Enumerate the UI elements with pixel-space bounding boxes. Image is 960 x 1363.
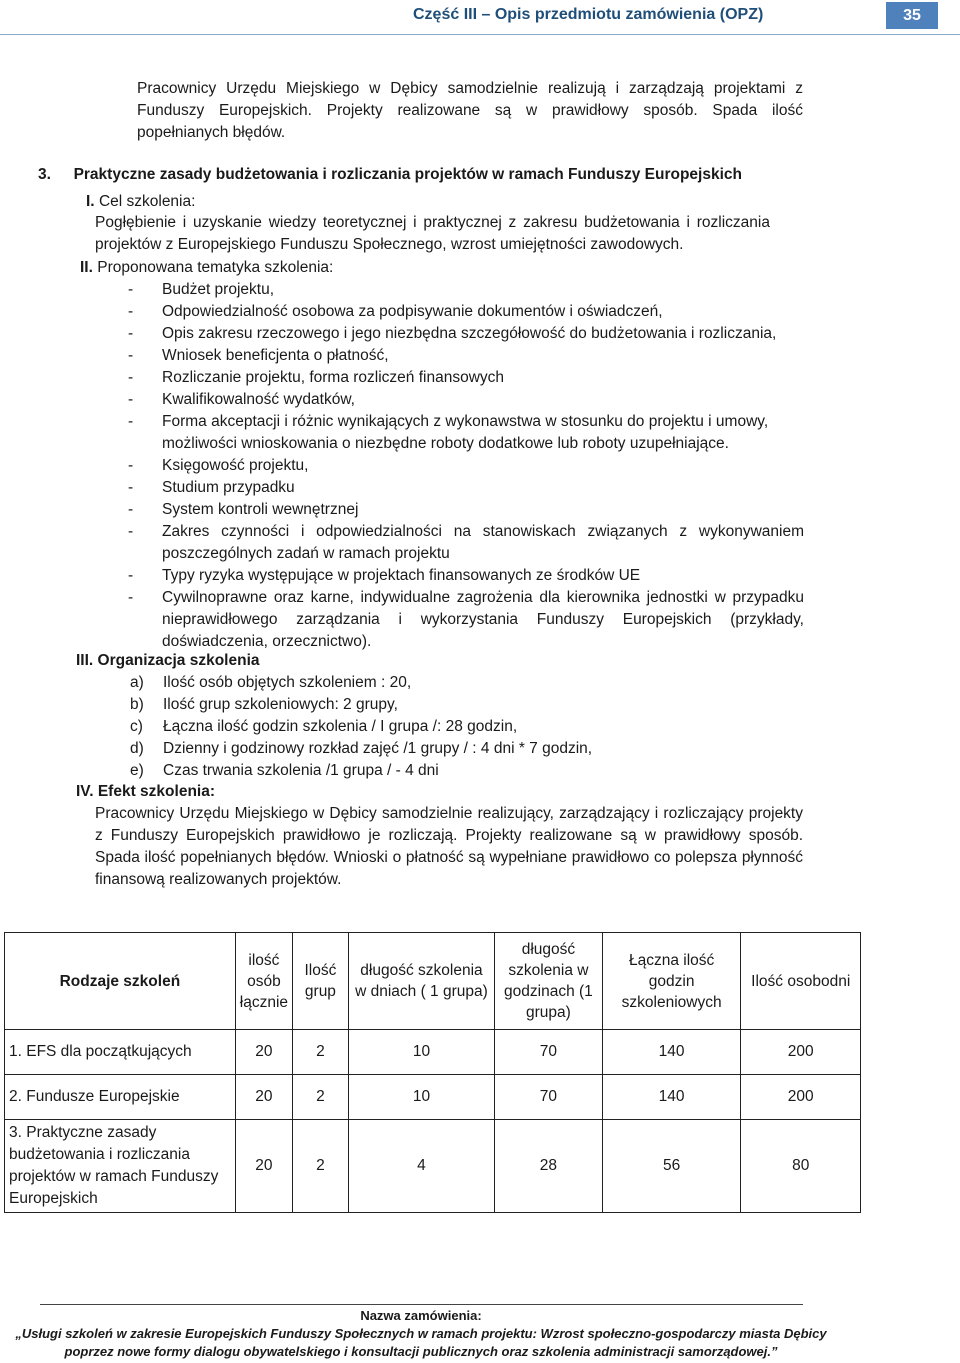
- list-item: - Opis zakresu rzeczowego i jego niezbędna szczegółowość do budżetowania i rozliczania,: [128, 325, 777, 342]
- intro-paragraph: Pracownicy Urzędu Miejskiego w Dębicy samodzielnie realizują i zarządzają projektami z Funduszy Europejskich. Projekty realizowane są w prawidłowy sposób. Spada ilość popełnianych błędów.: [137, 80, 803, 141]
- table-header-cell: Ilość osobodni: [741, 933, 861, 1030]
- list-item: - Typy ryzyka występujące w projektach finansowanych ze środków UE: [128, 567, 641, 584]
- topics-heading-text: Proponowana tematyka szkolenia:: [97, 259, 334, 276]
- table-cell: 140: [602, 1030, 741, 1075]
- list-item: - Księgowość projektu,: [128, 457, 309, 474]
- table-row: [5, 1030, 861, 1075]
- list-item: - Forma akceptacji i różnic wynikających z wykonawstwa w stosunku do projektu i umowy, możliwości wnioskowania o niezbędne roboty dodatkowe lub roboty uzupełniające.: [128, 413, 769, 452]
- table-cell: 140: [602, 1075, 741, 1120]
- table-cell: 20: [235, 1075, 292, 1120]
- footer-order-name: „Usługi szkoleń w zakresie Europejskich Funduszy Społecznych w ramach projektu: Wzrost społeczno-gospodarczy miasta Dębicy poprzez nowe formy dialogu obywatelskiego i konsultacji publicznych oraz szkolenia administracji samorządowej.”: [15, 1326, 827, 1359]
- list-item: - Rozliczanie projektu, forma rozliczeń finansowych: [128, 369, 505, 386]
- effect-heading-number: IV.: [76, 783, 94, 800]
- organization-heading-number: III.: [76, 652, 94, 669]
- table-cell: 70: [495, 1075, 603, 1120]
- table-cell: 2: [293, 1075, 349, 1120]
- table-cell: 200: [741, 1075, 861, 1120]
- section-heading: [38, 164, 742, 186]
- list-item: - Wniosek beneficjenta o płatność,: [128, 347, 389, 364]
- list-item: - Kwalifikowalność wydatków,: [128, 391, 355, 408]
- topics-heading: [80, 257, 333, 279]
- goal-heading-number: I.: [86, 193, 95, 210]
- table-cell: 4: [348, 1120, 494, 1213]
- effect-heading-text: Efekt szkolenia:: [97, 783, 215, 800]
- effect-heading: [76, 781, 215, 803]
- organization-heading-text: Organizacja szkolenia: [97, 652, 260, 669]
- topics-list: [128, 279, 804, 653]
- list-item: c) Łączna ilość godzin szkolenia / I grupa /: 28 godzin,: [130, 718, 518, 735]
- table-cell: 70: [495, 1030, 603, 1075]
- table-header-cell: ilość osób łącznie: [235, 933, 292, 1030]
- page-number-badge: 35: [886, 2, 938, 29]
- section-title: Praktyczne zasady budżetowania i rozliczania projektów w ramach Funduszy Europejskich: [73, 166, 742, 183]
- effect-text: Pracownicy Urzędu Miejskiego w Dębicy samodzielnie realizujący, zarządzający i rozliczający projekty z Funduszy Europejskich prawidłowo je rozliczają. Projekty realizowane są w prawidłowy sposób. Spada ilość popełnianych błędów. Wnioski o płatność są wypełniane prawidłowo co polepsza płynność finansową realizowanych projektów.: [95, 805, 803, 888]
- list-item: - Studium przypadku: [128, 479, 295, 496]
- table-cell: 2: [293, 1030, 349, 1075]
- list-item: - Zakres czynności i odpowiedzialności na stanowiskach związanych z wykonywaniem poszczególnych zadań w ramach projektu: [128, 523, 804, 562]
- topics-heading-number: II.: [80, 259, 93, 276]
- footer-label: Nazwa zamówienia:: [360, 1308, 482, 1323]
- table-cell: 20: [235, 1120, 292, 1213]
- section-number: 3.: [38, 166, 51, 183]
- table-cell: 56: [602, 1120, 741, 1213]
- table-header-cell: Ilość grup: [293, 933, 349, 1030]
- list-item: a) Ilość osób objętych szkoleniem : 20,: [130, 674, 412, 691]
- table-cell: 80: [741, 1120, 861, 1213]
- table-cell: 200: [741, 1030, 861, 1075]
- list-item: - System kontroli wewnętrznej: [128, 501, 359, 518]
- list-item: e) Czas trwania szkolenia /1 grupa / - 4 dni: [130, 762, 439, 779]
- table-cell: 10: [348, 1030, 494, 1075]
- table-cell: 10: [348, 1075, 494, 1120]
- table-header-cell: długość szkolenia w godzinach (1 grupa): [495, 933, 603, 1030]
- list-item: - Cywilnoprawne oraz karne, indywidualne zagrożenia dla kierownika jednostki w przypadku nieprawidłowego zarządzania i wykorzystania Funduszy Europejskich (przykłady, doświadczenia, orzecznictwo).: [128, 589, 804, 650]
- organization-list: [130, 672, 730, 782]
- table-row: [5, 1075, 861, 1120]
- table-header-row: [5, 933, 861, 1030]
- training-summary-table: [4, 932, 861, 1213]
- table-header-cell: Łączna ilość godzin szkoleniowych: [602, 933, 741, 1030]
- footer-divider: [40, 1304, 803, 1305]
- list-item: d) Dzienny i godzinowy rozkład zajęć /1 grupy / : 4 dni * 7 godzin,: [130, 740, 593, 757]
- goal-text: Pogłębienie i uzyskanie wiedzy teoretycznej i praktycznej z zakresu budżetowania i rozliczania projektów z Europejskiego Funduszu Społecznego, wzrost umiejętności zawodowych.: [95, 214, 770, 253]
- table-cell: 20: [235, 1030, 292, 1075]
- table-cell: 2. Fundusze Europejskie: [5, 1075, 236, 1120]
- list-item: b) Ilość grup szkoleniowych: 2 grupy,: [130, 696, 398, 713]
- list-item: - Budżet projektu,: [128, 281, 275, 298]
- table-header-cell: Rodzaje szkoleń: [5, 933, 236, 1030]
- table-header-cell: długość szkolenia w dniach ( 1 grupa): [348, 933, 494, 1030]
- goal-heading-text: Cel szkolenia:: [98, 193, 196, 210]
- organization-heading: [76, 650, 260, 672]
- table-cell: 1. EFS dla początkujących: [5, 1030, 236, 1075]
- table-cell: 28: [495, 1120, 603, 1213]
- page-header-title: Część III – Opis przedmiotu zamówienia (OPZ): [413, 6, 764, 23]
- goal-heading: [86, 191, 195, 213]
- list-item: - Odpowiedzialność osobowa za podpisywanie dokumentów i oświadczeń,: [128, 303, 663, 320]
- table-cell: 3. Praktyczne zasady budżetowania i rozliczania projektów w ramach Funduszy Europejskich: [5, 1120, 236, 1213]
- table-cell: 2: [293, 1120, 349, 1213]
- table-row: [5, 1120, 861, 1213]
- header-divider: [0, 34, 960, 35]
